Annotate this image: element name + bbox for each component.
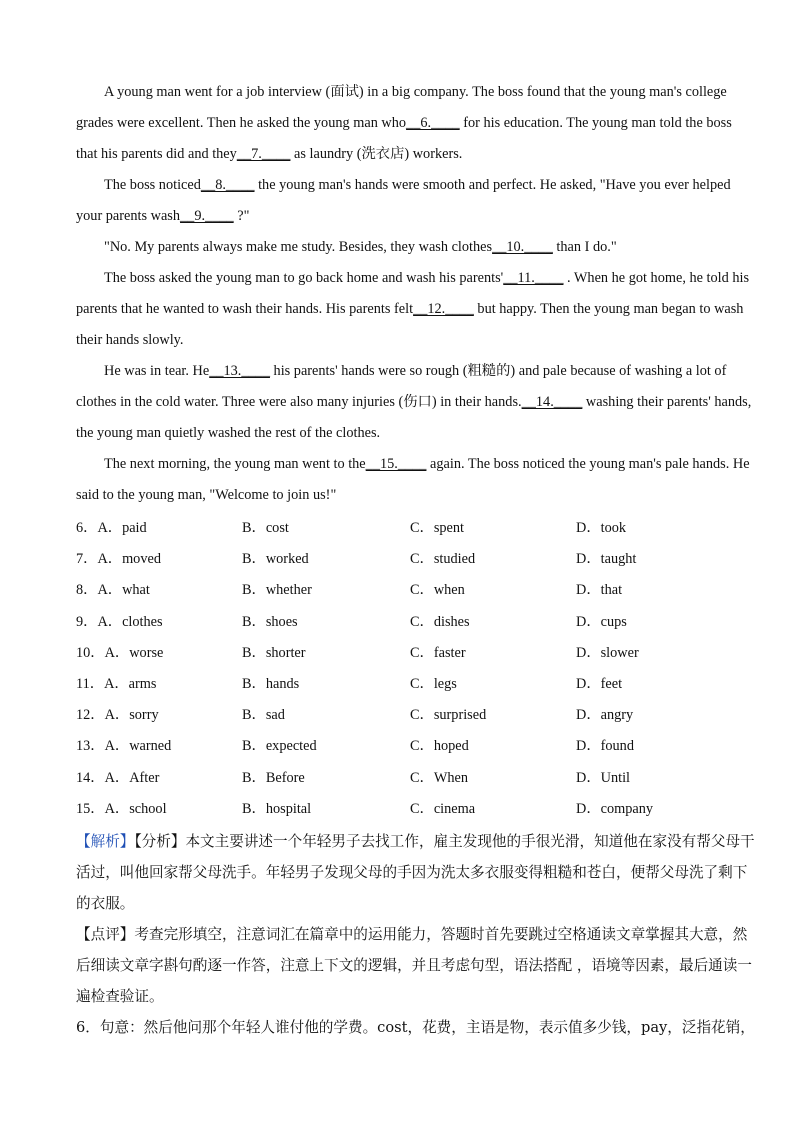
blank-6: __6.____	[406, 115, 460, 131]
option-a: 14．A．After	[76, 769, 160, 786]
option-a: 8．A．what	[76, 582, 150, 599]
option-d: D．feet	[576, 675, 623, 692]
blank-10: __10.____	[492, 239, 553, 255]
option-c: C．legs	[410, 675, 457, 692]
option-b: B．hands	[242, 675, 300, 692]
blank-12: __12.____	[413, 301, 474, 317]
option-row-13	[76, 731, 756, 762]
option-a: 10．A．worse	[76, 644, 164, 661]
passage-paragraph-1: A young man went for a job interview (面试) in a big company. The boss found that the young man's college grades were excellent. Then he asked the young man who__6.____ for his education. The young man told the boss that his parents did and they__7.____ as laundry (洗衣店) workers.	[76, 84, 732, 162]
option-c: C．surprised	[410, 707, 487, 724]
item-6-explanation: 6．句意：然后他问那个年轻人谁付他的学费。cost，花费，主语是物，表示值多少钱，pay，泛指花销，	[76, 1019, 755, 1036]
passage-paragraph-5: He was in tear. He__13.____ his parents' hands were so rough (粗糙的) and pale because of washing a lot of clothes in the cold water. Three were also many injuries (伤口) in their hands.__14.____ washing their parents' hands, the young man quietly washed the rest of the clothes.	[76, 363, 752, 441]
option-d: D．that	[576, 582, 623, 599]
analysis-tag: 【解析】	[76, 833, 135, 850]
option-row-6	[76, 513, 756, 544]
option-d: D．found	[576, 738, 634, 755]
analysis-paragraph	[76, 826, 756, 919]
option-b: B．hospital	[242, 800, 312, 817]
blank-15: __15.____	[365, 456, 427, 472]
option-c: C．spent	[410, 520, 465, 536]
comment-paragraph: 【点评】考查完形填空，注意词汇在篇章中的运用能力，答题时首先要跳过空格通读文章掌握其大意，然后细读文章字斟句酌逐一作答，注意上下文的逻辑，并且考虑句型，语法搭配 ，语境等因素，最后通读一遍检查验证。	[76, 926, 752, 1005]
passage-paragraph-3: "No. My parents always make me study. Besides, they wash clothes__10.____ than I do."	[104, 239, 617, 255]
option-a: 12．A．sorry	[76, 707, 159, 724]
passage-paragraph-4: The boss asked the young man to go back home and wash his parents'__11.____ . When he got home, he told his parents that he wanted to wash their hands. His parents felt__12.____ but happy. Then the young man began to wash their hands slowly.	[76, 270, 750, 348]
option-row-14	[76, 763, 756, 794]
option-c: C．When	[410, 769, 468, 786]
option-d: D．slower	[576, 644, 639, 661]
option-b: B．cost	[242, 520, 289, 536]
option-d: D．taught	[576, 551, 637, 568]
option-row-11	[76, 669, 756, 700]
option-c: C．when	[410, 582, 465, 599]
option-b: B．whether	[242, 582, 312, 599]
option-b: B．Before	[242, 769, 305, 786]
option-a: 6．A．paid	[76, 520, 147, 536]
blank-11: __11.____	[503, 270, 564, 286]
option-a: 13．A．warned	[76, 738, 172, 755]
options-list	[76, 513, 756, 825]
blank-14: __14.____	[521, 394, 583, 410]
option-c: C．hoped	[410, 738, 469, 755]
option-b: B．shoes	[242, 613, 298, 630]
analysis-text: 【分析】本文主要讲述一个年轻男子去找工作，雇主发现他的手很光滑，知道他在家没有帮父母干活过，叫他回家帮父母洗手。年轻男子发现父母的手因为洗太多衣服变得粗糙和苍白，便帮父母洗了剩下的衣服。	[76, 833, 755, 912]
option-b: B．expected	[242, 738, 317, 755]
blank-8: __8.____	[200, 177, 255, 193]
option-a: 7．A．moved	[76, 551, 161, 568]
option-a: 15．A．school	[76, 800, 167, 817]
option-row-10	[76, 638, 756, 669]
explanation-section	[76, 826, 756, 1043]
option-row-7	[76, 544, 756, 575]
option-c: C．dishes	[410, 613, 470, 630]
option-d: D．took	[576, 520, 627, 536]
option-d: D．company	[576, 800, 654, 817]
option-row-15	[76, 794, 756, 825]
option-c: C．studied	[410, 551, 476, 568]
option-b: B．shorter	[242, 644, 306, 661]
option-a: 9．A．clothes	[76, 613, 163, 630]
option-row-9	[76, 607, 756, 638]
option-d: D．angry	[576, 707, 634, 724]
blank-9: __9.____	[180, 208, 234, 224]
cloze-passage	[76, 77, 756, 511]
option-b: B．worked	[242, 551, 309, 568]
option-row-12	[76, 700, 756, 731]
blank-7: __7.____	[236, 146, 291, 162]
passage-paragraph-2: The boss noticed__8.____ the young man's hands were smooth and perfect. He asked, "Have you ever helped your parents wash__9.____ ?"	[76, 177, 731, 224]
option-c: C．faster	[410, 644, 466, 661]
option-d: D．Until	[576, 769, 631, 786]
option-row-8	[76, 575, 756, 606]
option-b: B．sad	[242, 707, 285, 724]
option-a: 11．A．arms	[76, 675, 157, 692]
option-d: D．cups	[576, 613, 627, 630]
option-c: C．cinema	[410, 800, 476, 817]
blank-13: __13.____	[209, 363, 270, 379]
passage-paragraph-6: The next morning, the young man went to the__15.____ again. The boss noticed the young man's pale hands. He said to the young man, "Welcome to join us!"	[76, 456, 750, 503]
